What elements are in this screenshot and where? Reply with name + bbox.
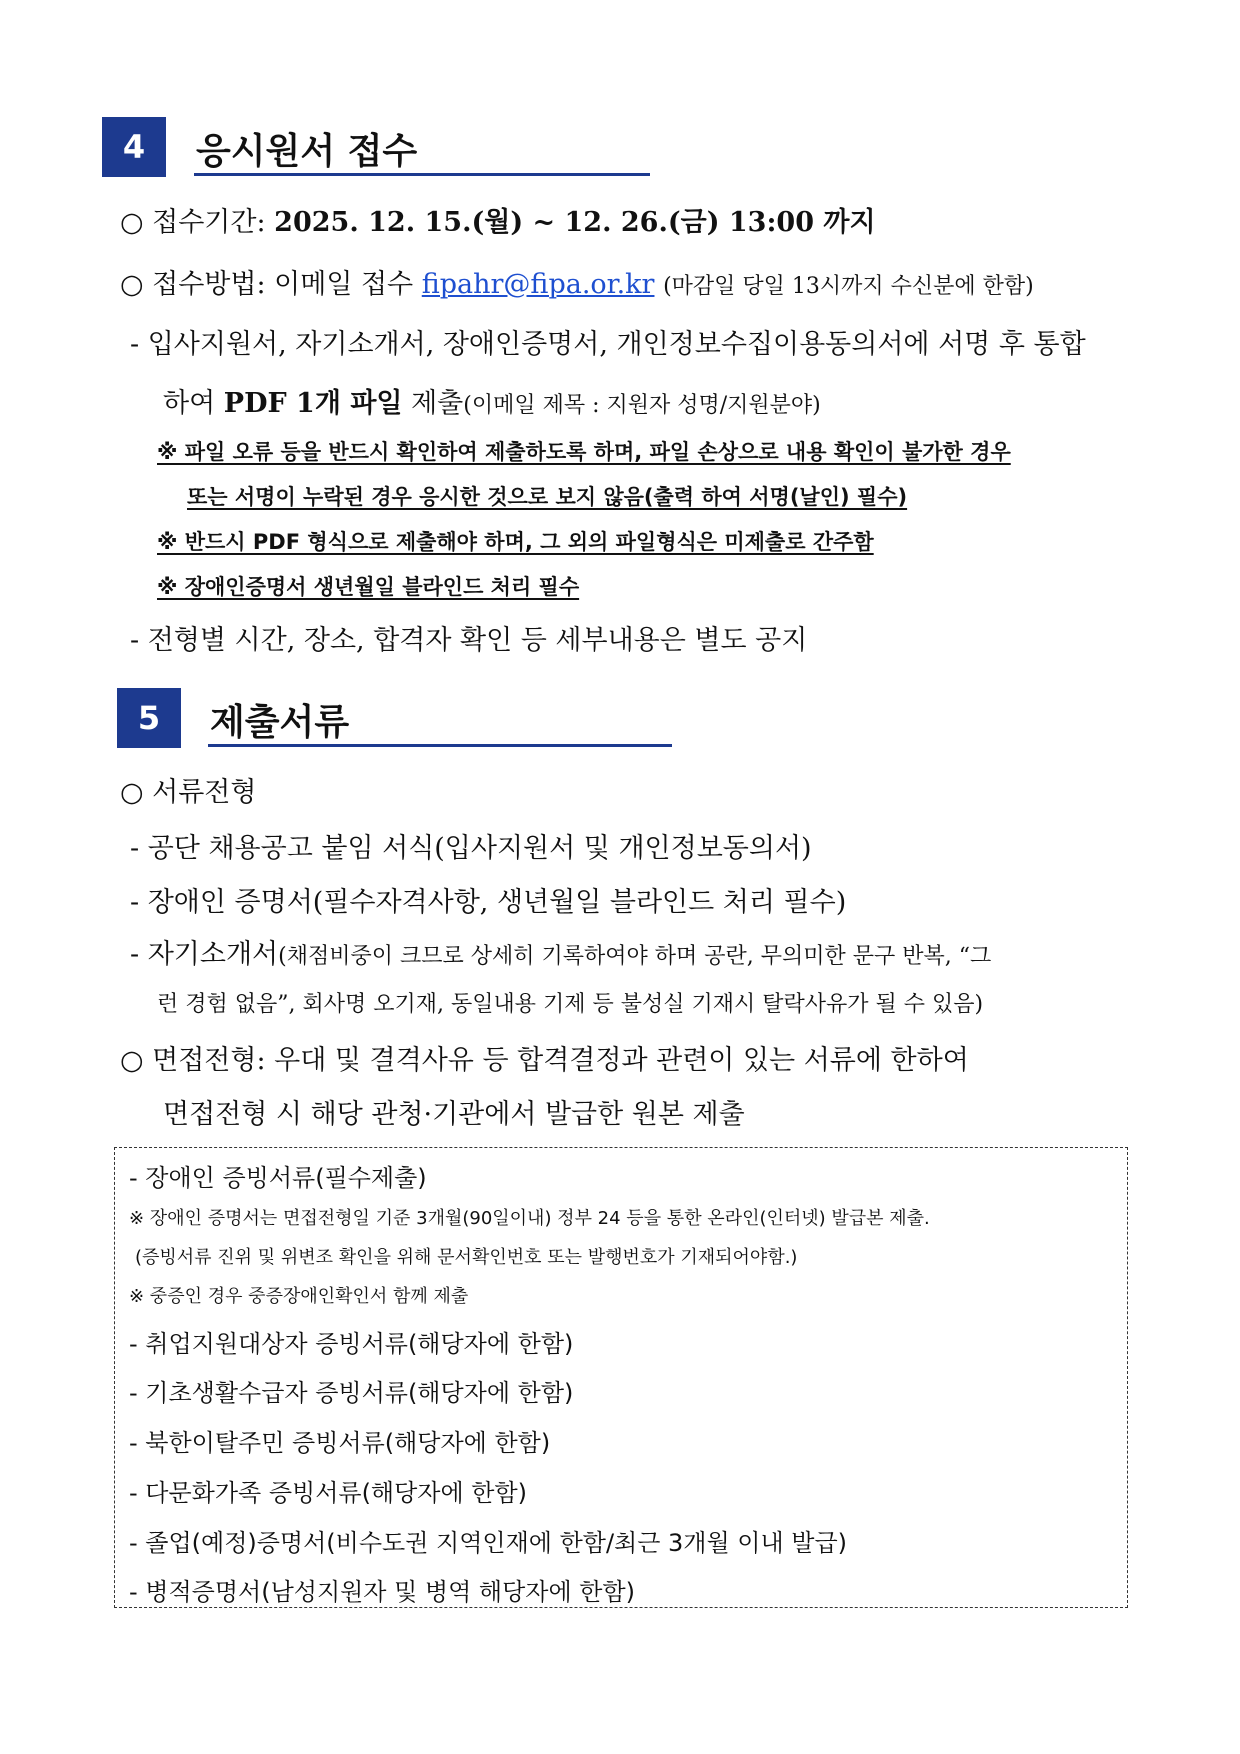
box-item: - 북한이탈주민 증빙서류(해당자에 한함) (129, 1429, 551, 1457)
submit-note: (이메일 제목 : 지원자 성명/지원분야) (463, 393, 821, 418)
note-pdf-format: ※ 반드시 PDF 형식으로 제출해야 하며, 그 외의 파일형식은 미제출로 간주함 (157, 530, 874, 554)
interview-line-2: 면접전형 시 해당 관청·기관에서 발급한 원본 제출 (163, 1099, 745, 1130)
doc-item-3-head: - 자기소개서 (130, 939, 279, 970)
box-note-2: (증빙서류 진위 및 위변조 확인을 위해 문서확인번호 또는 발행번호가 기재되어야함.) (135, 1247, 798, 1268)
interview-line-1: ○ 면접전형: 우대 및 결격사유 등 합격결정과 관련이 있는 서류에 한하여 (120, 1045, 969, 1076)
period-value: 2025. 12. 15.(월) ~ 12. 26.(금) 13:00 까지 (274, 207, 876, 238)
note-file-error-2: 또는 서명이 누락된 경우 응시한 것으로 보지 않음(출력 하여 서명(날인) 필수) (187, 485, 908, 509)
section-4-title: 응시원서 접수 (196, 131, 418, 172)
email-link[interactable]: fipahr@fipa.or.kr (421, 269, 655, 300)
doc-screen-line: ○ 서류전형 (120, 777, 257, 808)
period-line (120, 200, 876, 239)
schedule-line: - 전형별 시간, 장소, 합격자 확인 등 세부내용은 별도 공지 (130, 625, 808, 656)
doc-item-2: - 장애인 증명서(필수자격사항, 생년월일 블라인드 처리 필수) (130, 887, 847, 918)
box-item: - 취업지원대상자 증빙서류(해당자에 한함) (129, 1330, 574, 1358)
note-blind: ※ 장애인증명서 생년월일 블라인드 처리 필수 (157, 575, 580, 599)
doc-item-1: - 공단 채용공고 붙임 서식(입사지원서 및 개인정보동의서) (130, 833, 812, 864)
doc-item-3 (130, 932, 991, 971)
section-5-title: 제출서류 (210, 702, 350, 743)
box-item: - 졸업(예정)증명서(비수도권 지역인재에 한함/최근 3개월 이내 발급) (129, 1529, 848, 1557)
method-line (120, 262, 1034, 301)
box-item: - 병적증명서(남성지원자 및 병역 해당자에 한함) (129, 1578, 636, 1606)
submit-bold: PDF 1개 파일 (223, 388, 403, 419)
submit-pre: 하여 (163, 388, 216, 419)
period-label: ○ 접수기간: (120, 207, 266, 238)
box-note-3: ※ 중증인 경우 중증장애인확인서 함께 제출 (129, 1286, 469, 1307)
section-5-number: 5 (117, 688, 181, 748)
evidence-box (114, 1147, 1128, 1608)
method-note: (마감일 당일 13시까지 수신분에 한함) (663, 274, 1034, 299)
box-item: - 기초생활수급자 증빙서류(해당자에 한함) (129, 1379, 574, 1407)
doc-item-3-cont: 런 경험 없음”, 회사명 오기재, 동일내용 기제 등 불성실 기재시 탈락사유가 될 수 있음) (157, 992, 984, 1017)
section-4-number: 4 (102, 117, 166, 177)
box-item: - 다문화가족 증빙서류(해당자에 한함) (129, 1479, 528, 1507)
note-file-error-1: ※ 파일 오류 등을 반드시 확인하여 제출하도록 하며, 파일 손상으로 내용 확인이 불가한 경우 (157, 440, 1011, 464)
section-5-underline (208, 744, 672, 747)
box-note-1: ※ 장애인 증명서는 면접전형일 기준 3개월(90일이내) 정부 24 등을 통한 온라인(인터넷) 발급본 제출. (129, 1208, 930, 1229)
doc-item-3-note: (채점비중이 크므로 상세히 기록하여야 하며 공란, 무의미한 문구 반복, “그 (278, 944, 992, 969)
method-label: ○ 접수방법: 이메일 접수 (120, 269, 414, 300)
submit-line-1: - 입사지원서, 자기소개서, 장애인증명서, 개인정보수집이용동의서에 서명 후 통합 (130, 329, 1086, 360)
submit-post: 제출 (411, 388, 464, 419)
submit-line-2 (163, 381, 821, 420)
section-4-underline (194, 173, 650, 176)
box-line-1: - 장애인 증빙서류(필수제출) (129, 1164, 427, 1192)
